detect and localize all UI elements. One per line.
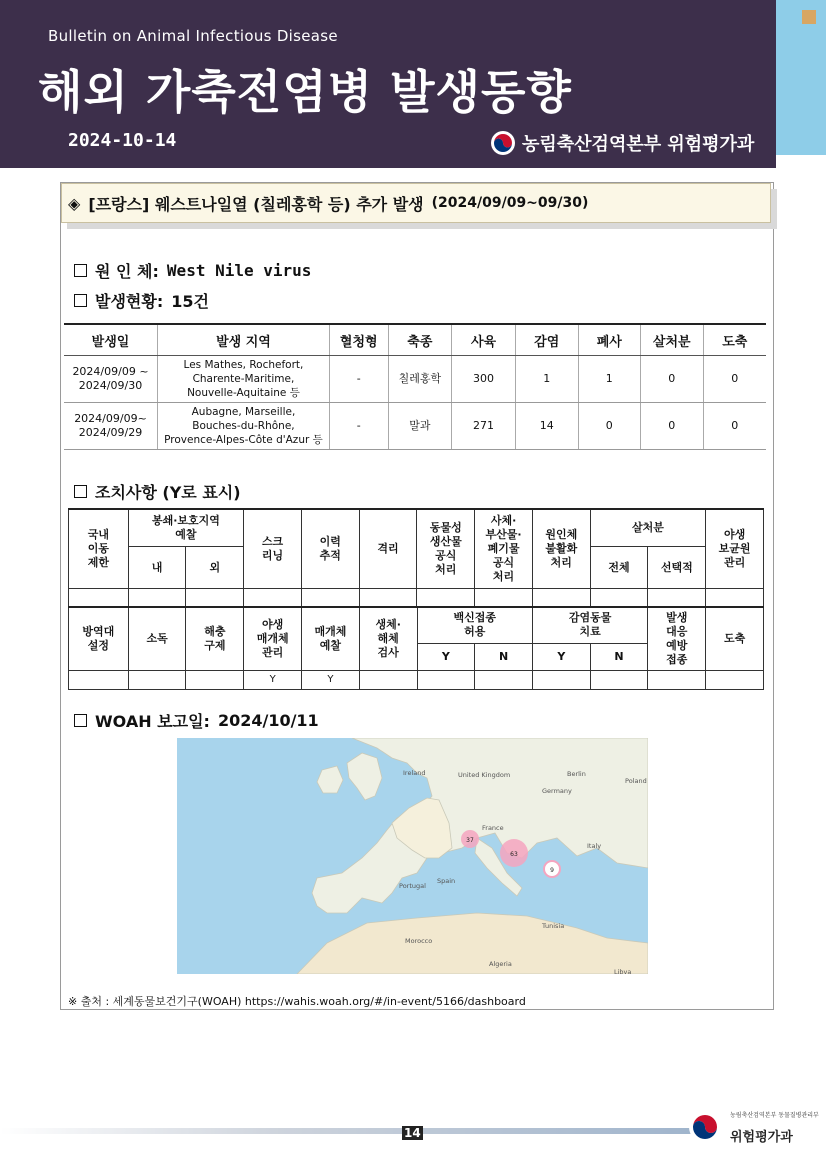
report-title-text: [프랑스] 웨스트나일열 (칠레홍학 등) 추가 발생 <box>88 194 424 214</box>
value-cell-wild-vector: Y <box>244 671 302 690</box>
hdr-official-products: 동물성 생산물 공식 처리 <box>417 509 475 589</box>
col-header: 도축 <box>703 324 766 356</box>
hdr-bio-test: 생체· 해체 검사 <box>359 607 417 671</box>
woah-label: WOAH 보고일: <box>95 712 210 731</box>
value-cell <box>128 671 186 690</box>
source-note: ※ 출처 : 세계동물보건기구(WOAH) https://wahis.woah.org/#/in-event/5166/dashboard <box>68 995 526 1008</box>
cell-species: 말과 <box>388 403 451 450</box>
value-cell <box>128 589 186 608</box>
measures-label: 조치사항 (Y로 표시) <box>95 483 241 502</box>
table-header-row <box>64 324 766 356</box>
value-cell-vector-surveillance: Y <box>302 671 360 690</box>
cell-infected: 1 <box>515 356 578 403</box>
cell-location <box>158 403 330 450</box>
status-line <box>74 289 209 312</box>
footer-line <box>0 1128 700 1134</box>
report-range: (2024/09/09~09/30) <box>431 195 589 211</box>
table-header-row <box>69 607 764 643</box>
hdr-culling-all: 전체 <box>590 547 648 589</box>
value-cell <box>648 589 706 608</box>
value-cell <box>186 589 244 608</box>
map-label-ireland: Ireland <box>403 769 426 777</box>
value-cell <box>648 671 706 690</box>
korea-emblem-icon <box>490 130 516 156</box>
outbreak-table <box>64 323 766 450</box>
hdr-outside: 외 <box>186 547 244 589</box>
marker-label: 9 <box>550 867 554 874</box>
hdr-y: Y <box>417 643 475 670</box>
value-cell <box>359 589 417 608</box>
table-row <box>69 589 764 608</box>
cell-culled: 0 <box>641 356 704 403</box>
header-banner <box>0 0 776 168</box>
org-label <box>490 130 754 156</box>
table-header-row <box>69 509 764 547</box>
map-label-poland: Poland <box>625 777 647 785</box>
hdr-inside: 내 <box>128 547 186 589</box>
location-line: Charente-Maritime, <box>192 373 295 385</box>
agent-value: West Nile virus <box>166 261 312 280</box>
hdr-screening: 스크 리닝 <box>244 509 302 589</box>
date-line: 2024/09/09~ <box>74 412 147 425</box>
hdr-wild-vector: 야생 매개체 관리 <box>244 607 302 671</box>
cell-slaughtered: 0 <box>703 403 766 450</box>
checkbox-square-icon <box>74 294 87 307</box>
location-line: Aubagne, Marseille, <box>191 406 296 418</box>
hdr-quarantine: 격리 <box>359 509 417 589</box>
value-cell <box>69 589 129 608</box>
woah-date: 2024/10/11 <box>217 711 319 730</box>
col-header: 사육 <box>452 324 516 356</box>
status-label: 발생현황: <box>95 292 164 311</box>
hdr-official-carcass: 사체· 부산물· 폐기물 공식 처리 <box>475 509 533 589</box>
hdr-y: Y <box>532 643 590 670</box>
cell-species: 칠레홍학 <box>388 356 451 403</box>
location-line: Bouches-du-Rhône, <box>192 420 295 432</box>
hdr-treatment: 감염동물 치료 <box>532 607 647 643</box>
hdr-zone: 봉쇄·보호지역 예찰 <box>128 509 244 547</box>
table-row <box>69 671 764 690</box>
hdr-disinfection: 소독 <box>128 607 186 671</box>
value-cell <box>532 589 590 608</box>
footer-org: 위험평가과 <box>730 1130 793 1145</box>
status-value: 15건 <box>171 292 209 311</box>
value-cell <box>417 589 475 608</box>
hdr-vaccination-allowed: 백신접종 허용 <box>417 607 532 643</box>
value-cell <box>69 671 129 690</box>
korea-emblem-icon <box>688 1110 722 1144</box>
page-number: 14 <box>404 1126 421 1140</box>
col-header: 살처분 <box>641 324 704 356</box>
header-accent-square <box>802 10 816 24</box>
location-line: Provence-Alpes-Côte d'Azur 등 <box>164 434 323 446</box>
value-cell <box>417 671 475 690</box>
marker-label: 37 <box>466 837 474 844</box>
value-cell <box>706 671 764 690</box>
col-header: 혈청형 <box>329 324 388 356</box>
date-line: 2024/09/29 <box>78 426 143 439</box>
map-label-france: France <box>482 824 504 832</box>
table-row <box>64 356 766 403</box>
measures-table-2 <box>68 606 764 690</box>
hdr-outbreak-vaccination: 발생 대응 예방 접종 <box>648 607 706 671</box>
hdr-pathogen-inactivation: 원인체 불활화 처리 <box>532 509 590 589</box>
cell-date <box>64 356 158 403</box>
cell-date <box>64 403 158 450</box>
col-header: 폐사 <box>578 324 641 356</box>
value-cell <box>186 671 244 690</box>
value-cell <box>244 589 302 608</box>
map-label-morocco: Morocco <box>405 937 433 945</box>
cell-raised: 300 <box>452 356 516 403</box>
report-date: 2024-10-14 <box>68 130 177 151</box>
diamond-icon: ◈ <box>68 193 81 213</box>
uk-land <box>347 753 382 800</box>
bulletin-subtitle: Bulletin on Animal Infectious Disease <box>48 27 338 45</box>
map-label-libya: Libya <box>614 968 632 974</box>
map-label-tunisia: Tunisia <box>542 922 565 930</box>
hdr-domestic-restriction: 국내 이동 제한 <box>69 509 129 589</box>
cell-dead: 1 <box>578 356 641 403</box>
value-cell <box>532 671 590 690</box>
value-cell <box>590 589 648 608</box>
hdr-slaughter: 도축 <box>706 607 764 671</box>
marker-label: 63 <box>510 851 518 858</box>
table-row <box>64 403 766 450</box>
location-line: Les Mathes, Rochefort, <box>183 359 304 371</box>
hdr-wild-reservoir: 야생 보균원 관리 <box>706 509 764 589</box>
date-line: 2024/09/09 ~ <box>72 365 149 378</box>
col-header: 축종 <box>388 324 451 356</box>
hdr-culling-selective: 선택적 <box>648 547 706 589</box>
outbreak-map <box>177 738 648 974</box>
map-label-algeria: Algeria <box>489 960 512 968</box>
page-title: 해외 가축전염병 발생동향 <box>38 65 572 119</box>
hdr-culling: 살처분 <box>590 509 706 547</box>
checkbox-square-icon <box>74 714 87 727</box>
woah-heading <box>74 709 319 732</box>
cell-raised: 271 <box>452 403 516 450</box>
cell-infected: 14 <box>515 403 578 450</box>
hdr-tracing: 이력 추적 <box>301 509 359 589</box>
map-label-spain: Spain <box>437 877 456 885</box>
value-cell <box>475 671 533 690</box>
cell-serotype: - <box>329 403 388 450</box>
hdr-pest-control: 해충 구제 <box>186 607 244 671</box>
value-cell <box>706 589 764 608</box>
header-accent <box>776 0 826 155</box>
cell-culled: 0 <box>641 403 704 450</box>
map-label-berlin: Berlin <box>567 770 586 778</box>
agent-line <box>74 259 311 282</box>
location-line: Nouvelle-Aquitaine 등 <box>187 387 300 399</box>
checkbox-square-icon <box>74 485 87 498</box>
checkbox-square-icon <box>74 264 87 277</box>
hdr-n: N <box>590 643 648 670</box>
report-title <box>61 183 771 223</box>
north-africa-land <box>297 913 648 974</box>
value-cell <box>475 589 533 608</box>
map-label-germany: Germany <box>542 787 572 795</box>
value-cell <box>301 589 359 608</box>
cell-slaughtered: 0 <box>703 356 766 403</box>
org-name: 농림축산검역본부 위험평가과 <box>522 134 755 155</box>
measures-heading <box>74 480 241 503</box>
value-cell <box>590 671 648 690</box>
hdr-n: N <box>475 643 533 670</box>
col-header: 발생일 <box>64 324 158 356</box>
value-cell <box>359 671 417 690</box>
europe-map <box>177 738 648 974</box>
cell-location <box>158 356 330 403</box>
cell-dead: 0 <box>578 403 641 450</box>
cell-serotype: - <box>329 356 388 403</box>
col-header: 발생 지역 <box>158 324 330 356</box>
ireland-land <box>317 766 343 793</box>
hdr-zoning: 방역대 설정 <box>69 607 129 671</box>
date-line: 2024/09/30 <box>78 379 143 392</box>
measures-table-1 <box>68 508 764 608</box>
map-label-italy: Italy <box>587 842 602 850</box>
footer-org-small: 농림축산검역본부 동물질병관리부 <box>730 1112 819 1119</box>
hdr-vector-surveillance: 매개체 예찰 <box>302 607 360 671</box>
agent-label: 원 인 체: <box>95 262 159 281</box>
map-label-portugal: Portugal <box>399 882 426 890</box>
map-label-uk: United Kingdom <box>458 771 511 779</box>
col-header: 감염 <box>515 324 578 356</box>
